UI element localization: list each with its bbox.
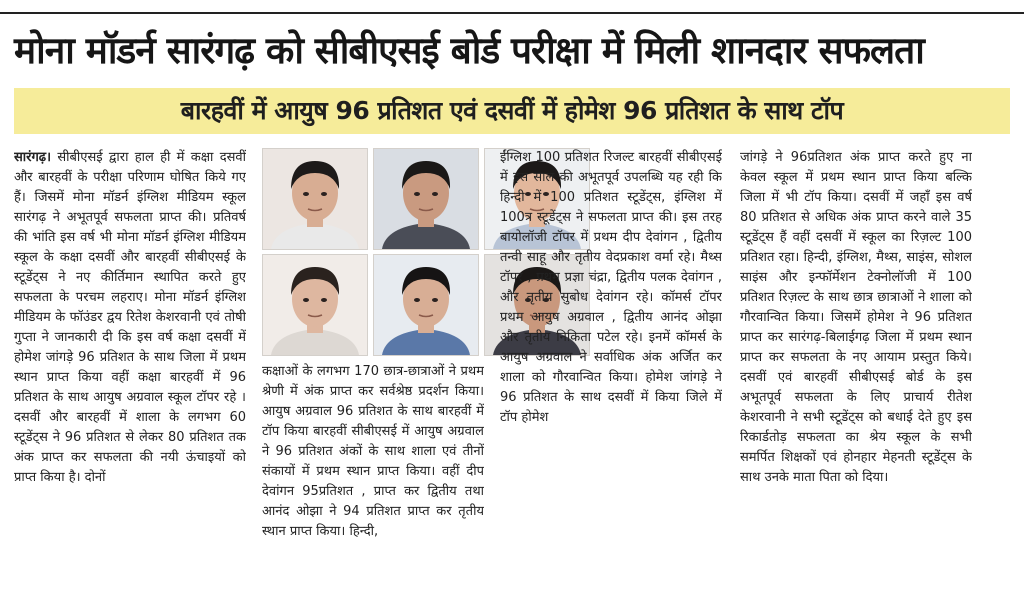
column-1-text: सीबीएसई द्वारा हाल ही में कक्षा दसवीं और बारहवीं के परीक्षा परिणाम घोषित किये गए हैं। जिसमें मोना मॉडर्न इंग्लिश मीडियम स्कूल सारंगढ़ ने अभूतपूर्व सफलता प्राप्त की। प्रतिवर्ष की भांति इस वर्ष भी मोना मॉडर्न इंग्लिश मीडियम स्कूल के कक्षा दसवीं और बारहवीं सीबीएसई के स्टूडेंट्स ने नए कीर्तिमान स्थापित करते हुए सफलता के परचम लहराए। मोना मॉडर्न इंग्लिश मीडियम के फॉउंडर द्वय रितेश केशरवानी एवं तोषी गुप्ता ने जानकारी दी कि इस वर्ष कक्षा दसवीं में होमेश जांगड़े 96 प्रतिशत के साथ जिला में प्रथम स्थान प्राप्त किया वहीं कक्षा बारहवीं में 96 प्रतिशत के साथ आयुष अग्रवाल स्कूल टॉपर रहे । दसवीं और बारहवीं में शाला के लगभग 60 स्टूडेंट्स ने 96 प्रतिशत से लेकर 80 प्रतिशत तक अंक प्राप्त कर सफलता की नयी ऊंचाइयों को प्राप्त किया है। दोनों — [14, 150, 246, 485]
student-photo — [262, 148, 368, 250]
column-2-text: कक्षाओं के लगभग 170 छात्र-छात्राओं ने प्रथम श्रेणी में अंक प्राप्त कर सर्वश्रेष्ठ प्रदर्शन किया। आयुष अग्रवाल 96 प्रतिशत के साथ बारहवीं में टॉप किया बारहवीं सीबीएसई में आयुष अग्रवाल ने 96 प्रतिशत अंकों के साथ शाला एवं तीनों संकायों में प्रथम स्थान प्राप्त किया। वहीं दीप देवांगन 95प्रतिशत , प्राप्त कर द्वितीय तथा आनंद ओझा ने 94 प्रतिशत प्राप्त कर तृतीय स्थान प्राप्त किया। हिन्दी, — [262, 364, 484, 539]
dateline: सारंगढ़। — [14, 150, 52, 165]
portrait-image — [374, 149, 478, 249]
column-3-text: ईंग्लिश 100 प्रतिशत रिजल्ट बारहवीं सीबीएसई में इस साल की अभूतपूर्व उपलब्धि यह रही कि हिन्दी में 100 प्रतिशत स्टूडेंट्स, इंग्लिश में 100त्र स्टूडेंट्स ने सफलता प्राप्त की। इस तरह बायोलॉजी टॉपर में प्रथम दीप देवांगन , द्वितीय तन्वी साहू और तृतीय वेदप्रकाश वर्मा रहे। मैथ्स टॉपर , प्रथम प्रज्ञा चंद्रा, द्वितीय पलक देवांगन , और तृतीय सुबोध देवांगन रहे। कॉमर्स टॉपर प्रथम आयुष अग्रवाल , द्वितीय आनंद ओझा और तृतीय निकिता पटेल रहे। इनमें कॉमर्स के आयुष अग्रवाल ने सर्वाधिक अंक अर्जित कर शाला को गौरवान्वित किया। होमेश जांगड़े ने 96 प्रतिशत के साथ दसवीं में किया जिले में टॉप होमेश — [500, 150, 722, 425]
student-photo — [262, 254, 368, 356]
article-column-3 — [500, 148, 722, 588]
subheadline: बारहवीं में आयुष 96 प्रतिशत एवं दसवीं में होमेश 96 प्रतिशत के साथ टॉप — [180, 96, 844, 125]
student-photo — [373, 254, 479, 356]
article-column-2 — [262, 362, 484, 588]
top-rule — [0, 0, 1024, 14]
article-column-4 — [740, 148, 972, 588]
column-4-text: जांगड़े ने 96प्रतिशत अंक प्राप्त करते हुए ना केवल स्कूल में प्रथम स्थान प्राप्त किया बल्कि जिला में भी टॉप किया। दसवीं में जहाँ इस वर्ष 80 प्रतिशत से अधिक अंक प्राप्त करने वाले 35 स्टूडेंट्स हैं वहीं दसवीं में स्कूल का रिज़ल्ट 100 प्रतिशत रहा। हिन्दी, इंग्लिश, मैथ्स, साइंस, सोशल साइंस और इन्फॉर्मेशन टेक्नोलॉजी में 100 प्रतिशत रिज़ल्ट के साथ छात्र छात्राओं ने शाला को गौरवान्वित किया। जिसमें होमेश ने 96 प्रतिशत प्राप्त कर सारंगढ़-बिलाईगढ़ जिला में प्रथम स्थान प्राप्त कर सफलता के नए आयाम प्रस्तुत किये। दसवीं एवं बारहवीं सीबीएसई बोर्ड के इस अभूतपूर्व सफलता के लिए प्राचार्य रीतेश केशरवानी ने सभी स्टूडेंट्स को बधाई देते हुए इस रिकार्डतोड़ सफलता का श्रेय स्कूल के सभी समर्पित शिक्षकों एवं होनहार मेहनती स्टूडेंट्स के साथ उनके माता पिता को दिया। — [740, 150, 972, 485]
portrait-image — [263, 149, 367, 249]
portrait-image — [263, 255, 367, 355]
article-column-1 — [14, 148, 246, 588]
student-photo — [373, 148, 479, 250]
portrait-image — [374, 255, 478, 355]
headline: मोना मॉडर्न सारंगढ़ को सीबीएसई बोर्ड परीक्षा में मिली शानदार सफलता — [14, 29, 924, 72]
